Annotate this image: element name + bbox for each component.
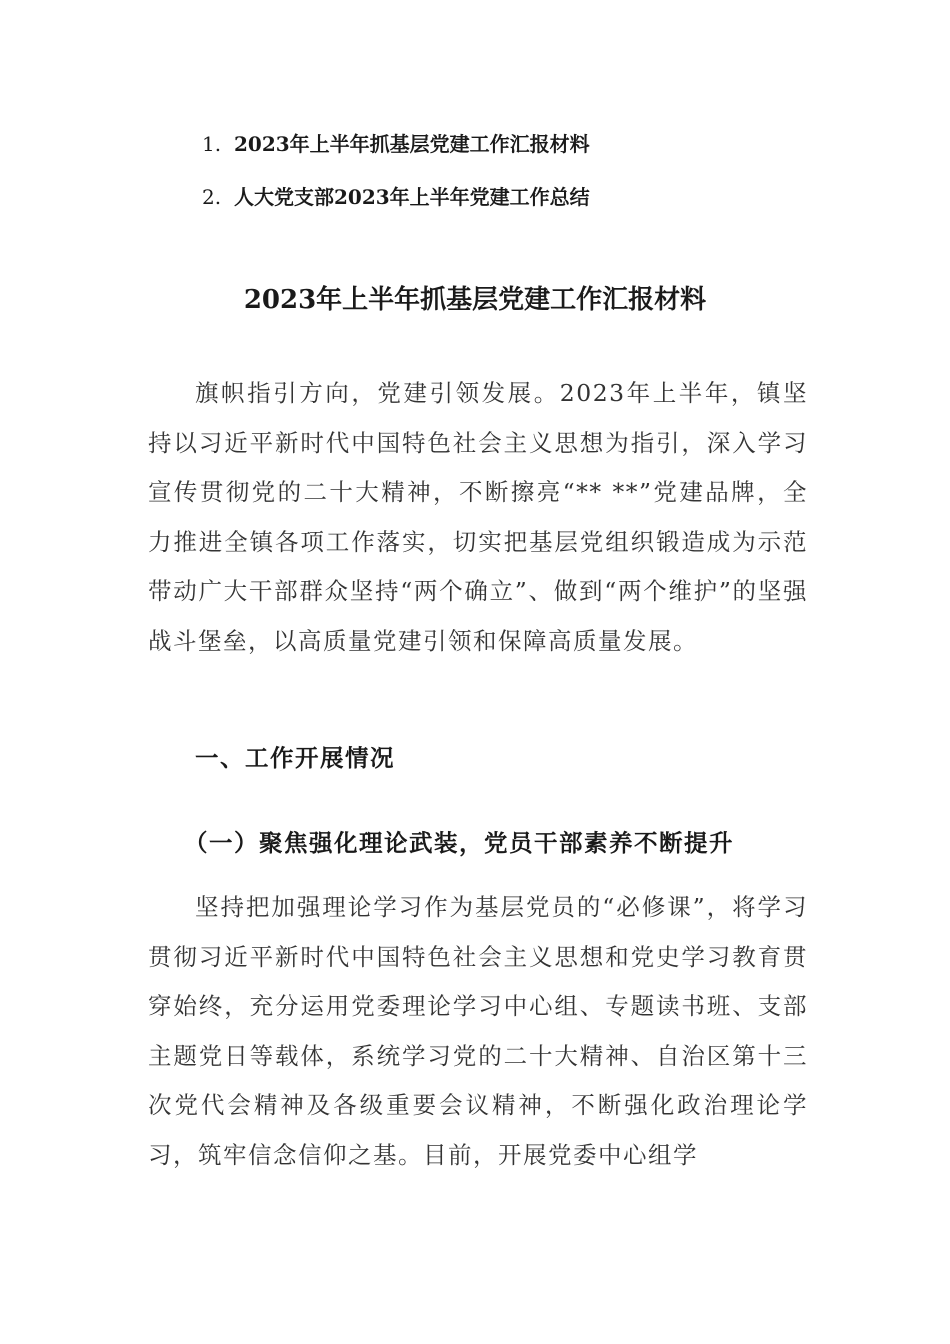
intro-paragraph: 旗帜指引方向，党建引领发展。2023年上半年，镇坚持以习近平新时代中国特色社会主义思想为指引，深入学习宣传贯彻党的二十大精神，不断擦亮“** **”党建品牌，全力推进全镇各项工作落实，切实把基层党组织锻造成为示范带动广大干部群众坚持“两个确立”、做到“两个维护”的坚强战斗堡垒，以高质量党建引领和保障高质量发展。: [148, 379, 808, 655]
toc-item-number: 2.: [202, 185, 222, 209]
subsection-heading: （一）聚焦强化理论武装，党员干部素养不断提升: [184, 829, 734, 857]
toc-item-number: 1.: [202, 132, 222, 156]
toc-item-text: 人大党支部2023年上半年党建工作总结: [234, 185, 590, 209]
toc-item: [202, 130, 590, 158]
table-of-contents: [202, 130, 590, 236]
section-heading: 一、工作开展情况: [195, 744, 395, 772]
body-paragraph: 坚持把加强理论学习作为基层党员的“必修课”，将学习贯彻习近平新时代中国特色社会主义思想和党史学习教育贯穿始终，充分运用党委理论学习中心组、专题读书班、支部主题党日等载体，系统学习党的二十大精神、自治区第十三次党代会精神及各级重要会议精神，不断强化政治理论学习，筑牢信念信仰之基。目前，开展党委中心组学: [148, 893, 808, 1169]
document-title: 2023年上半年抓基层党建工作汇报材料: [243, 285, 707, 315]
toc-item: [202, 183, 590, 211]
toc-item-text: 2023年上半年抓基层党建工作汇报材料: [234, 132, 590, 156]
